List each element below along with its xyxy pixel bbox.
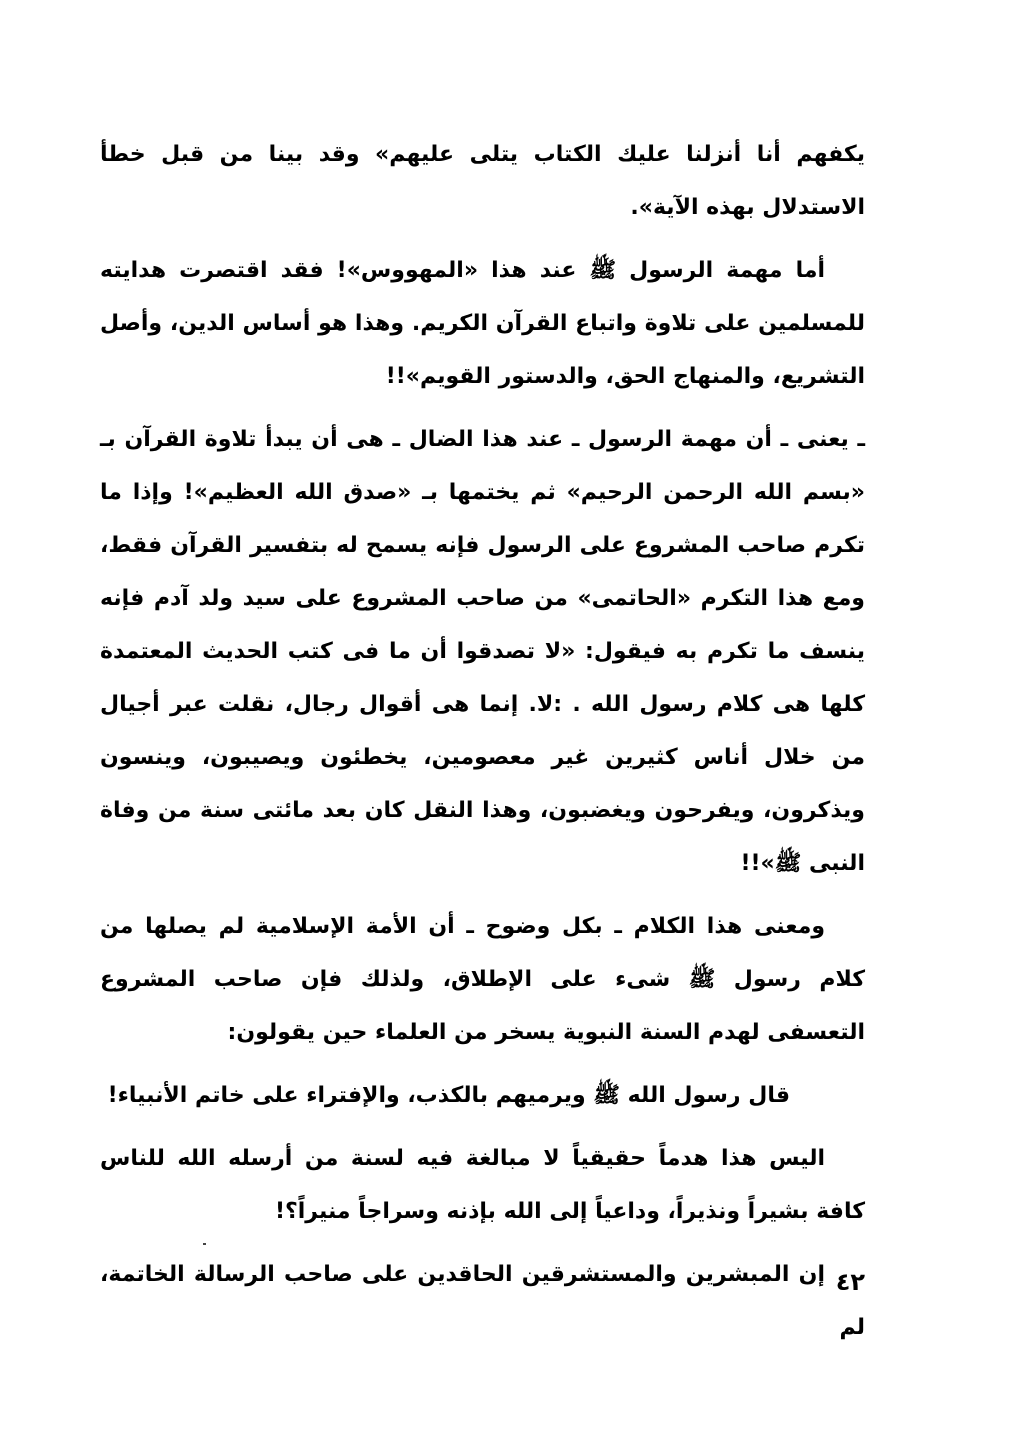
scan-speck bbox=[203, 1243, 206, 1245]
quote-line: قال رسول الله ﷺ ويرميهم بالكذب، والإفتراء على خاتم الأنبياء! bbox=[107, 1083, 790, 1108]
paragraph-3: ـ يعنى ـ أن مهمة الرسول ـ عند هذا الضال ـ هى أن يبدأ تلاوة القرآن بـ «بسم الله الرحمن الرحيم» ثم يختمها بـ «صدق الله العظيم»! وإذا ما تكرم صاحب المشروع على الرسول فإنه يسمح له بتفسير القرآن فقط، ومع هذا التكرم «الحاتمى» من صاحب المشروع على سيد ولد آدم فإنه ينسف ما تكرم به فيقول: «لا تصدقوا أن ما فى كتب الحديث المعتمدة كلها هى كلام رسول الله . :لا. إنما هى أقوال رجال، نقلت عبر أجيال من خلال أناس كثيرين غير معصومين، يخطئون ويصيبون، وينسون ويذكرون، ويفرحون ويغضبون، وهذا النقل كان بعد مائتى سنة من وفاة النبى ﷺ»!! bbox=[100, 427, 865, 876]
paragraph-4: ومعنى هذا الكلام ـ بكل وضوح ـ أن الأمة الإسلامية لم يصلها من كلام رسول ﷺ شىء على الإطلاق، ولذلك فإن صاحب المشروع التعسفى لهدم السنة النبوية يسخر من العلماء حين يقولون: bbox=[100, 914, 865, 1045]
body-text bbox=[100, 128, 865, 1364]
paragraph-1: يكفهم أنا أنزلنا عليك الكتاب يتلى عليهم» وقد بينا من قبل خطأ الاستدلال بهذه الآية». bbox=[100, 142, 865, 220]
paragraph-6: إن المبشرين والمستشرقين الحاقدين على صاحب الرسالة الخاتمة، لم bbox=[100, 1262, 865, 1340]
paragraph-5: اليس هذا هدماً حقيقياً لا مبالغة فيه لسنة من أرسله الله للناس كافة بشيراً ونذيراً، وداعياً إلى الله بإذنه وسراجاً منيراً؟! bbox=[100, 1146, 865, 1224]
page-number: ٤٢ bbox=[835, 1268, 865, 1296]
paragraph-2: أما مهمة الرسول ﷺ عند هذا «المهووس»! فقد اقتصرت هدايته للمسلمين على تلاوة واتباع القرآن الكريم. وهذا هو أساس الدين، وأصل التشريع، والمنهاج الحق، والدستور القويم»!! bbox=[100, 258, 865, 389]
